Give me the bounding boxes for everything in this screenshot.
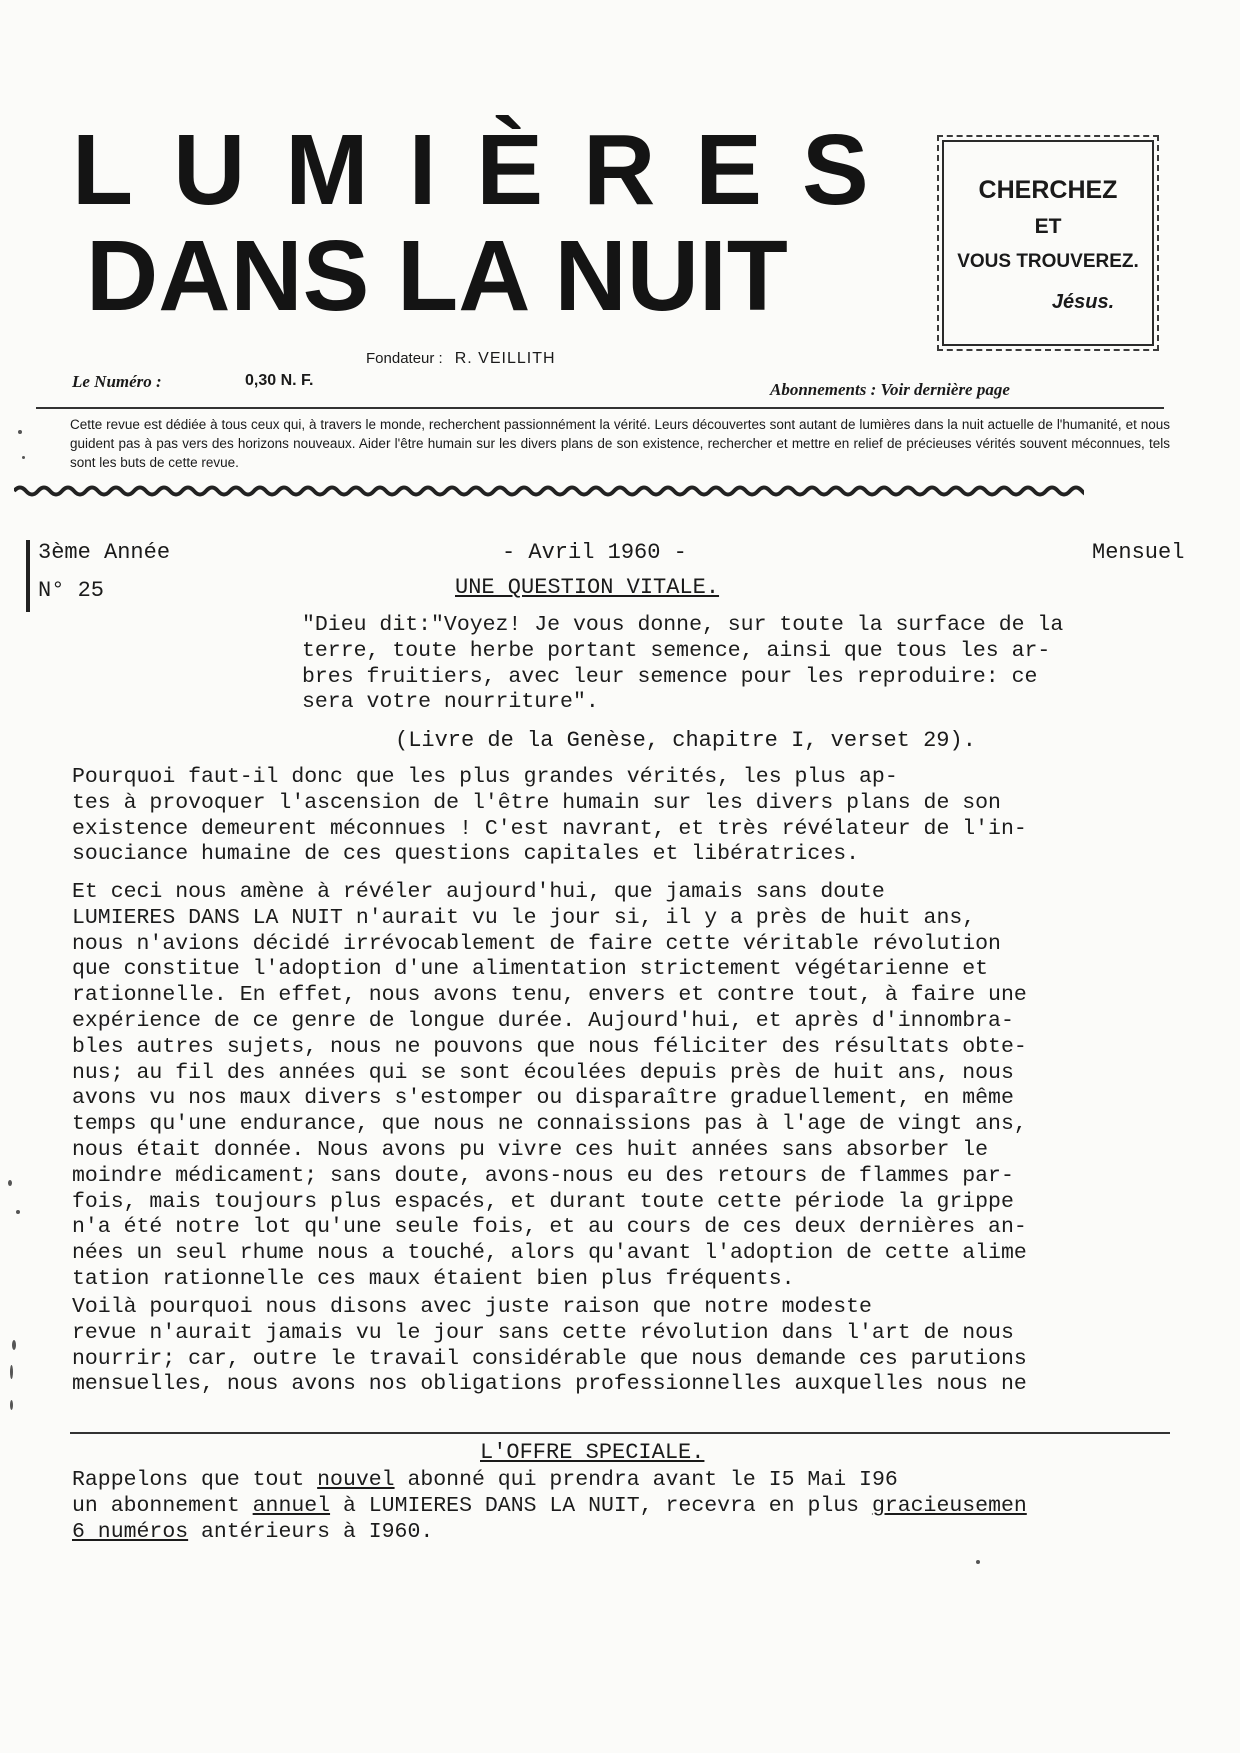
text-run-underlined: gracieusemen — [871, 1493, 1027, 1518]
quote-source: (Livre de la Genèse, chapitre I, verset 29). — [395, 728, 976, 753]
offer-divider — [70, 1432, 1170, 1434]
text-run: à LUMIERES DANS LA NUIT, recevra en plus — [330, 1493, 872, 1518]
motto-line2: ET — [1034, 215, 1062, 238]
text-line: fois, mais toujours plus espacés, et durant toute cette période la grippe — [72, 1189, 1014, 1214]
motto-box — [942, 140, 1154, 346]
text-run: Rappelons que tout — [72, 1468, 318, 1492]
quote-line: terre, toute herbe portant semence, ainsi que tous les ar- — [302, 638, 1051, 663]
text-line: expérience de ce genre de longue durée. Aujourd'hui, et après d'innombra- — [72, 1008, 1014, 1033]
text-line: Pourquoi faut-il donc que les plus grandes vérités, les plus ap- — [72, 765, 898, 789]
motto-attribution: Jésus. — [1051, 291, 1115, 313]
masthead-title-line2: DANS LA NUIT — [86, 220, 788, 332]
quote-line: sera votre nourriture". — [302, 690, 599, 715]
founder-label: Fondateur : — [366, 350, 443, 367]
text-line — [72, 1494, 1027, 1520]
text-line: bles autres sujets, nous ne pouvons que nous féliciter des résultats obte- — [72, 1034, 1027, 1059]
text-line — [72, 1520, 1027, 1546]
text-line: avons vu nos maux divers s'estomper ou disparaître graduellement, en même — [72, 1086, 1014, 1111]
text-line: Voilà pourquoi nous disons avec juste raison que notre modeste — [72, 1295, 872, 1319]
price-value: 0,30 N. F. — [245, 372, 314, 389]
issue-date: - Avril 1960 - — [502, 540, 687, 565]
scan-speck — [18, 430, 22, 434]
text-line: nourrir; car, outre le travail considérable que nous demande ces parutions — [72, 1346, 1027, 1371]
quote-line: bres fruitiers, avec leur semence pour les reproduire: ce — [302, 664, 1038, 689]
scan-speck — [10, 1400, 13, 1410]
issue-number: N° 25 — [38, 578, 105, 603]
text-line: tes à provoquer l'ascension de l'être humain sur les divers plans de son — [72, 790, 1001, 815]
text-line: mensuelles, nous avons nos obligations professionnelles auxquelles nous ne — [72, 1372, 1027, 1397]
scan-speck — [10, 1365, 13, 1379]
dedication-text: Cette revue est dédiée à tous ceux qui, à travers le monde, recherchent passionnément la vérité. Leurs découvertes sont autant de lumières dans la nuit actuelle de l'humanité, et nous guident pas à pas vers des horizons nouveaux. Aider l'être humain sur les divers plans de son existence, rechercher et mettre en relief de précieuses vérités souvent méconnues, tels sont les buts de cette revue. — [70, 417, 1170, 470]
text-run: un abonnement — [72, 1493, 253, 1518]
text-line: tation rationnelle ces maux étaient bien plus fréquents. — [72, 1266, 795, 1291]
paragraph-2 — [72, 880, 1027, 1293]
text-line — [72, 1468, 1027, 1494]
motto-line3: VOUS TROUVEREZ. — [957, 251, 1139, 272]
masthead-divider — [36, 407, 1164, 409]
text-line: moindre médicament; sans doute, avons-nous eu des retours de flammes par- — [72, 1163, 1014, 1188]
scan-speck — [8, 1180, 12, 1186]
quote-line: "Dieu dit:"Voyez! Je vous donne, sur toute la surface de la — [302, 613, 1064, 637]
text-line: temps qu'une endurance, que nous ne connaissions pas à l'age de vingt ans, — [72, 1112, 1027, 1137]
text-line: nous n'avions décidé irrévocablement de faire cette véritable révolution — [72, 931, 1001, 956]
text-run-underlined: 6 numéros — [72, 1519, 189, 1544]
text-line: nées un seul rhume nous a touché, alors qu'avant l'adoption de cette alime — [72, 1241, 1027, 1266]
text-line: nus; au fil des années qui se sont écoulées depuis près de huit ans, nous — [72, 1060, 1014, 1085]
scan-speck — [22, 456, 25, 459]
issue-year: 3ème Année — [38, 540, 171, 565]
scan-speck — [12, 1340, 16, 1350]
text-line: rationnelle. En effet, nous avons tenu, envers et contre tout, à faire une — [72, 983, 1027, 1008]
founder-name: R. VEILLITH — [454, 350, 556, 367]
text-run: antérieurs à I960. — [188, 1519, 434, 1544]
paragraph-1 — [72, 765, 1027, 868]
text-line: LUMIERES DANS LA NUIT n'aurait vu le jour si, il y a près de huit ans, — [72, 905, 976, 930]
price-label: Le Numéro : — [72, 372, 162, 391]
text-run-underlined: nouvel — [317, 1468, 395, 1492]
text-line: que constitue l'adoption d'une alimentation strictement végétarienne et — [72, 957, 989, 982]
subscription-note: Abonnements : Voir dernière page — [770, 380, 1010, 399]
text-line: Et ceci nous amène à révéler aujourd'hui, que jamais sans doute — [72, 880, 885, 904]
text-line: souciance humaine de ces questions capitales et libératrices. — [72, 842, 860, 867]
issue-frequency: Mensuel — [1092, 540, 1185, 565]
scan-speck — [16, 1210, 20, 1214]
masthead-title-line1: LUMIÈRES — [72, 114, 909, 226]
text-line: existence demeurent méconnues ! C'est navrant, et très révélateur de l'in- — [72, 816, 1027, 841]
text-run-underlined: annuel — [252, 1493, 331, 1518]
text-line: revue n'aurait jamais vu le jour sans cette révolution dans l'art de nous — [72, 1320, 1014, 1345]
bible-quote — [302, 613, 1063, 716]
margin-bar — [26, 540, 30, 612]
offer-title: L'OFFRE SPECIALE. — [480, 1440, 705, 1465]
offer-paragraph — [72, 1468, 1027, 1545]
text-line: nous était donnée. Nous avons pu vivre ces huit années sans absorber le — [72, 1137, 989, 1162]
founder-credit — [366, 350, 556, 368]
paragraph-3 — [72, 1295, 1027, 1398]
text-line: n'a été notre lot qu'une seule fois, et au cours de ces deux dernières an- — [72, 1215, 1027, 1240]
scan-speck — [976, 1560, 980, 1564]
article-title: UNE QUESTION VITALE. — [455, 575, 720, 600]
motto-line1: CHERCHEZ — [978, 176, 1118, 204]
wave-divider — [14, 482, 1084, 500]
text-run: abonné qui prendra avant le I5 Mai I96 — [394, 1468, 898, 1492]
